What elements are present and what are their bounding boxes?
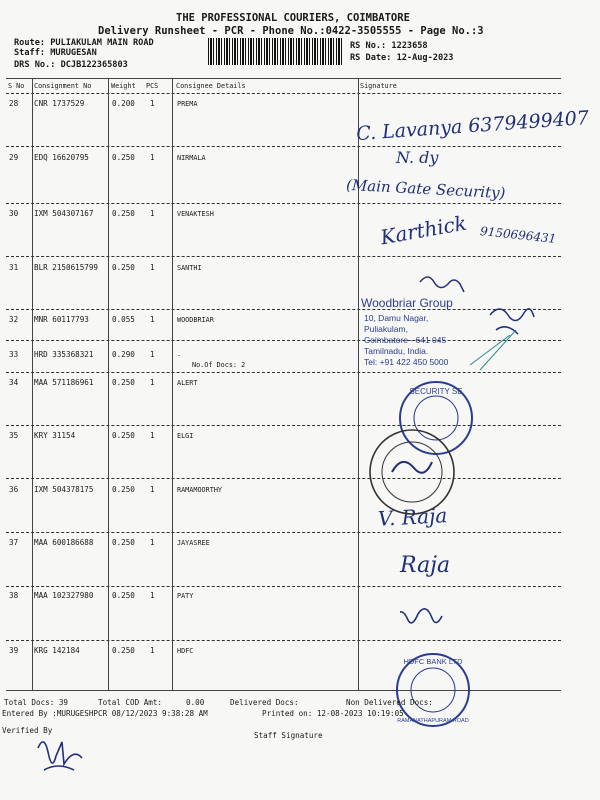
row-pcs: 1	[150, 315, 155, 324]
row-divider	[6, 203, 561, 204]
row-sno: 35	[9, 431, 19, 440]
col-sno: S No	[8, 82, 25, 90]
barcode	[208, 38, 344, 65]
col-rule-4	[358, 78, 359, 690]
security-stamp-text: SECURITY SE	[409, 387, 463, 396]
staff-label: Staff: MURUGESAN	[14, 48, 97, 58]
row-pcs: 1	[150, 485, 155, 494]
row-weight: 0.250	[112, 591, 135, 600]
signature-row29: (Main Gate Security)	[345, 175, 506, 203]
row-pcs: 1	[150, 646, 155, 655]
row-pcs: 1	[150, 538, 155, 547]
stamp-line1: 10, Damu Nagar,	[364, 313, 429, 323]
col-rule-2	[108, 78, 109, 690]
signature-row30: Karthick	[378, 210, 469, 250]
row-pcs: 1	[150, 99, 155, 108]
row-consignment: MAA 600186688	[34, 538, 94, 547]
col-weight: Weight	[111, 82, 136, 90]
row-pcs: 1	[150, 209, 155, 218]
signature-row28: C. Lavanya 6379499407	[355, 106, 590, 146]
row-sno: 37	[9, 538, 19, 547]
row-consignee: JAYASREE	[177, 539, 210, 547]
verifier-signature	[30, 730, 90, 780]
row-consignee: HDFC	[177, 647, 194, 655]
row-sno: 31	[9, 263, 19, 272]
col-consignment: Consignment No	[34, 82, 92, 90]
row-weight: 0.250	[112, 646, 135, 655]
row-consignment: IXM 504307167	[34, 209, 94, 218]
rs-number: RS No.: 1223658	[350, 41, 428, 51]
row-consignee: SANTHI	[177, 264, 202, 272]
stamp-line3: Coimbatore - 641 045	[364, 335, 447, 345]
row-divider	[6, 146, 561, 147]
stamp-phone: Tel: +91 422 450 5000	[364, 357, 449, 367]
entered-by: Entered By :MURUGESHPCR 08/12/2023 9:38:28 AM	[2, 709, 208, 718]
row-consignee: PATY	[177, 592, 194, 600]
row-consignment: HRD 335368321	[34, 350, 94, 359]
row-pcs: 1	[150, 153, 155, 162]
staff-signature-label: Staff Signature	[254, 731, 323, 740]
row-weight: 0.250	[112, 485, 135, 494]
col-rule-1	[32, 78, 33, 690]
total-docs: Total Docs: 39	[4, 698, 69, 707]
row-divider	[6, 640, 561, 641]
row-consignment: EDQ 16620795	[34, 153, 89, 162]
row-consignment: MNR 60117793	[34, 315, 89, 324]
signature-row38: Raja	[400, 553, 451, 578]
row-weight: 0.250	[112, 378, 135, 387]
stamp-line4: Tamilnadu, India.	[364, 346, 429, 356]
row-sno: 33	[9, 350, 19, 359]
row-sno: 30	[9, 209, 19, 218]
row-weight: 0.250	[112, 263, 135, 272]
row-pcs: 1	[150, 431, 155, 440]
row-consignment: KRY 31154	[34, 431, 76, 440]
row-consignee: WOODBRIAR	[177, 316, 214, 324]
col-pcs: PCS	[146, 82, 159, 90]
non-delivered-docs: Non Delivered Docs:	[346, 698, 433, 707]
runsheet-title: Delivery Runsheet - PCR - Phone No.:0422-3505555 - Page No.:3	[98, 25, 484, 37]
stamp-company: Woodbriar Group	[361, 296, 453, 310]
row-pcs: 1	[150, 591, 155, 600]
hdfc-stamp	[390, 650, 476, 730]
row-pcs: 1	[150, 350, 155, 359]
row-consignee: VENAKTESH	[177, 210, 214, 218]
docs-count-note: No.Of Docs: 2	[192, 361, 246, 369]
row-sno: 32	[9, 315, 19, 324]
row-consignee: NIRMALA	[177, 154, 206, 162]
stamp-line2: Puliakulam,	[364, 324, 408, 334]
col-signature: Signature	[360, 82, 397, 90]
row-sno: 38	[9, 591, 19, 600]
col-consignee: Consignee Details	[176, 82, 246, 90]
header-bottom-rule	[6, 93, 561, 94]
row-consignment: KRG 142184	[34, 646, 80, 655]
printed-on: Printed on: 12-08-2023 10:19:05	[262, 709, 404, 718]
table-bottom-rule	[6, 690, 561, 691]
row-weight: 0.250	[112, 538, 135, 547]
row-consignee: ALERT	[177, 379, 198, 387]
row-weight: 0.250	[112, 153, 135, 162]
row-weight: 0.200	[112, 99, 135, 108]
row-sno: 28	[9, 99, 19, 108]
row-consignment: MAA 102327980	[34, 591, 94, 600]
row-consignment: MAA 571186961	[34, 378, 94, 387]
row-pcs: 1	[150, 263, 155, 272]
verified-by: Verified By	[2, 726, 53, 735]
row-consignee: .	[177, 350, 182, 358]
row-consignee: PREMA	[177, 100, 198, 108]
row-weight: 0.250	[112, 431, 135, 440]
row-divider	[6, 256, 561, 257]
row-weight: 0.290	[112, 350, 135, 359]
row-weight: 0.250	[112, 209, 135, 218]
row-consignment: IXM 504378175	[34, 485, 94, 494]
signature-row37: V. Raja	[377, 503, 448, 531]
row-pcs: 1	[150, 378, 155, 387]
delivered-docs: Delivered Docs:	[230, 698, 299, 707]
drs-number: DRS No.: DCJB122365803	[14, 60, 128, 70]
hdfc-stamp-text: HDFC BANK LTD	[403, 657, 463, 666]
rs-date: RS Date: 12-Aug-2023	[350, 53, 454, 63]
company-name: THE PROFESSIONAL COURIERS, COIMBATORE	[176, 12, 410, 24]
col-rule-3	[172, 78, 173, 690]
row-sno: 36	[9, 485, 19, 494]
row-sno: 39	[9, 646, 19, 655]
row-consignment: CNR 1737529	[34, 99, 85, 108]
row-consignment: BLR 2150615799	[34, 263, 99, 272]
row-consignee: RAMAMOORTHY	[177, 486, 223, 494]
row-consignee: ELGI	[177, 432, 194, 440]
row-weight: 0.055	[112, 315, 135, 324]
signature-row30-phone: 9150696431	[479, 224, 557, 246]
header-top-rule	[6, 78, 561, 79]
total-cod-label: Total COD Amt:	[98, 698, 163, 707]
total-cod-value: 0.00	[186, 698, 205, 707]
circular-stamp	[362, 422, 462, 522]
row-sno: 29	[9, 153, 19, 162]
hdfc-stamp-branch: RAMANATHAPURAM ROAD	[397, 718, 469, 724]
signature-row28-initials: N. dy	[396, 148, 439, 167]
row-sno: 34	[9, 378, 19, 387]
route-label: Route: PULIAKULAM MAIN ROAD	[14, 38, 154, 48]
